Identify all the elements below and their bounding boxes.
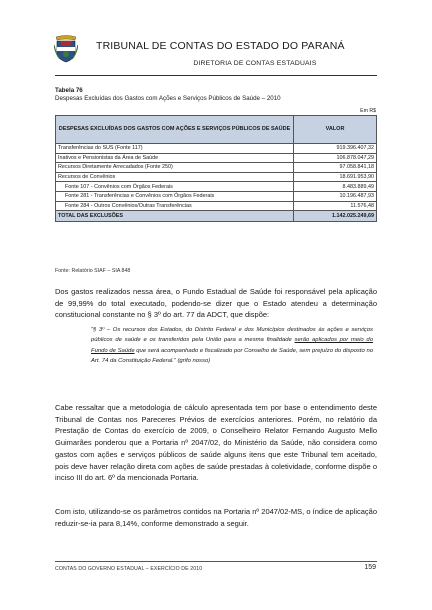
paragraph-1: Dos gastos realizados nessa área, o Fundo Estadual de Saúde foi responsável pela aplicação de 99,99% do total executado, podendo-se dizer que o Estado atendeu a determinação constitucional constante no § 3º do art. 77 da ADCT, que dispõe: bbox=[55, 287, 377, 320]
footer-text: CONTAS DO GOVERNO ESTADUAL – EXERCÍCIO DE 2010 bbox=[55, 566, 203, 572]
row-value: 10.196.487,93 bbox=[294, 191, 377, 201]
row-value: 919.396.407,32 bbox=[294, 144, 377, 154]
table-row bbox=[56, 191, 377, 201]
footer-divider bbox=[55, 561, 377, 562]
quote-underlined-text: serão aplicados por meio do Fundo de Saúde bbox=[91, 337, 373, 354]
table-header-row bbox=[56, 116, 377, 144]
row-label: Transferências do SUS (Fonte 117) bbox=[56, 144, 294, 154]
total-value: 1.142.025.249,69 bbox=[294, 211, 377, 222]
paragraph-2: Cabe ressaltar que a metodologia de cálculo apresentada tem por base o entendimento deste Tribunal de Contas nos Pareceres Prévios de exercícios anteriores. Porém, no relatório da Prestação de Contas do exercício de 2009, o Conselheiro Relator Fernando Augusto Mello Guimarães ponderou que a Portaria nº 2047/02, do Ministério da Saúde, não considera como gastos com ações e serviços públicos de saúde alguns itens que este Tribunal tem aceitado, pois deve haver relação direta com ações de saúde prestadas à coletividade, conforme dispõe o inciso III do art. 6º da mencionada Portaria. bbox=[55, 403, 377, 483]
table-row bbox=[56, 182, 377, 192]
row-value: 8.483.889,49 bbox=[294, 182, 377, 192]
state-crest-logo bbox=[54, 35, 78, 63]
table-row bbox=[56, 172, 377, 182]
total-label: TOTAL DAS EXCLUSÕES bbox=[56, 211, 294, 222]
column-header-value: VALOR bbox=[294, 116, 377, 144]
table-row bbox=[56, 201, 377, 211]
paragraph-3: Com isto, utilizando-se os parâmetros contidos na Portaria nº 2047/02-MS, o índice de aplicação reduzir-se-ia para 8,14%, conforme demonstrado a seguir. bbox=[55, 507, 377, 528]
header-divider bbox=[55, 75, 377, 76]
row-label: Recursos de Convênios bbox=[56, 172, 294, 182]
table-caption-text: Despesas Excluídas dos Gastos com Ações e Serviços Públicos de Saúde – 2010 bbox=[55, 94, 281, 102]
table-total-row bbox=[56, 211, 377, 222]
row-label: Fonte 107 - Convênios com Órgãos Federais bbox=[56, 182, 294, 192]
page-number: 159 bbox=[364, 564, 376, 571]
row-value: 106.878.047,29 bbox=[294, 153, 377, 163]
row-value: 18.691.953,90 bbox=[294, 172, 377, 182]
exclusions-table bbox=[55, 115, 377, 222]
row-label: Recursos Diretamente Arrecadados (Fonte 250) bbox=[56, 163, 294, 173]
quote-text-start: “§ 3º – Os recursos dos Estados, do Distrito Federal e dos Municípios destinados às ações e serviços públicos de saúde e os transferidos pela União para a mesma finalidade bbox=[91, 327, 373, 344]
quote-text-end: que será acompanhado e fiscalizado por Conselho de Saúde, sem prejuízo do disposto no Art. 74 da Constituição Federal.” (grifo nosso) bbox=[91, 347, 373, 365]
table-caption bbox=[55, 87, 281, 102]
page-header-subtitle: DIRETORIA DE CONTAS ESTADUAIS bbox=[193, 60, 317, 67]
table-source: Fonte: Relatório SIAF – SIA 848 bbox=[55, 268, 131, 274]
table-row bbox=[56, 153, 377, 163]
table-unit: Em R$ bbox=[360, 108, 376, 114]
table-row bbox=[56, 163, 377, 173]
column-header-description: DESPESAS EXCLUÍDAS DOS GASTOS COM AÇÕES E SERVIÇOS PÚBLICOS DE SAÚDE bbox=[56, 116, 294, 144]
legal-quote bbox=[91, 325, 373, 367]
table-caption-label: Tabela 76 bbox=[55, 87, 83, 94]
table-row bbox=[56, 144, 377, 154]
page-header-title: TRIBUNAL DE CONTAS DO ESTADO DO PARANÁ bbox=[96, 40, 345, 52]
row-value: 97.058.841,18 bbox=[294, 163, 377, 173]
row-label: Inativos e Pensionistas da Área de Saúde bbox=[56, 153, 294, 163]
row-label: Fonte 284 - Outros Convênios/Outras Transferências bbox=[56, 201, 294, 211]
row-value: 11.576,48 bbox=[294, 201, 377, 211]
row-label: Fonte 281 - Transferências e Convênios com Órgãos Federais bbox=[56, 191, 294, 201]
